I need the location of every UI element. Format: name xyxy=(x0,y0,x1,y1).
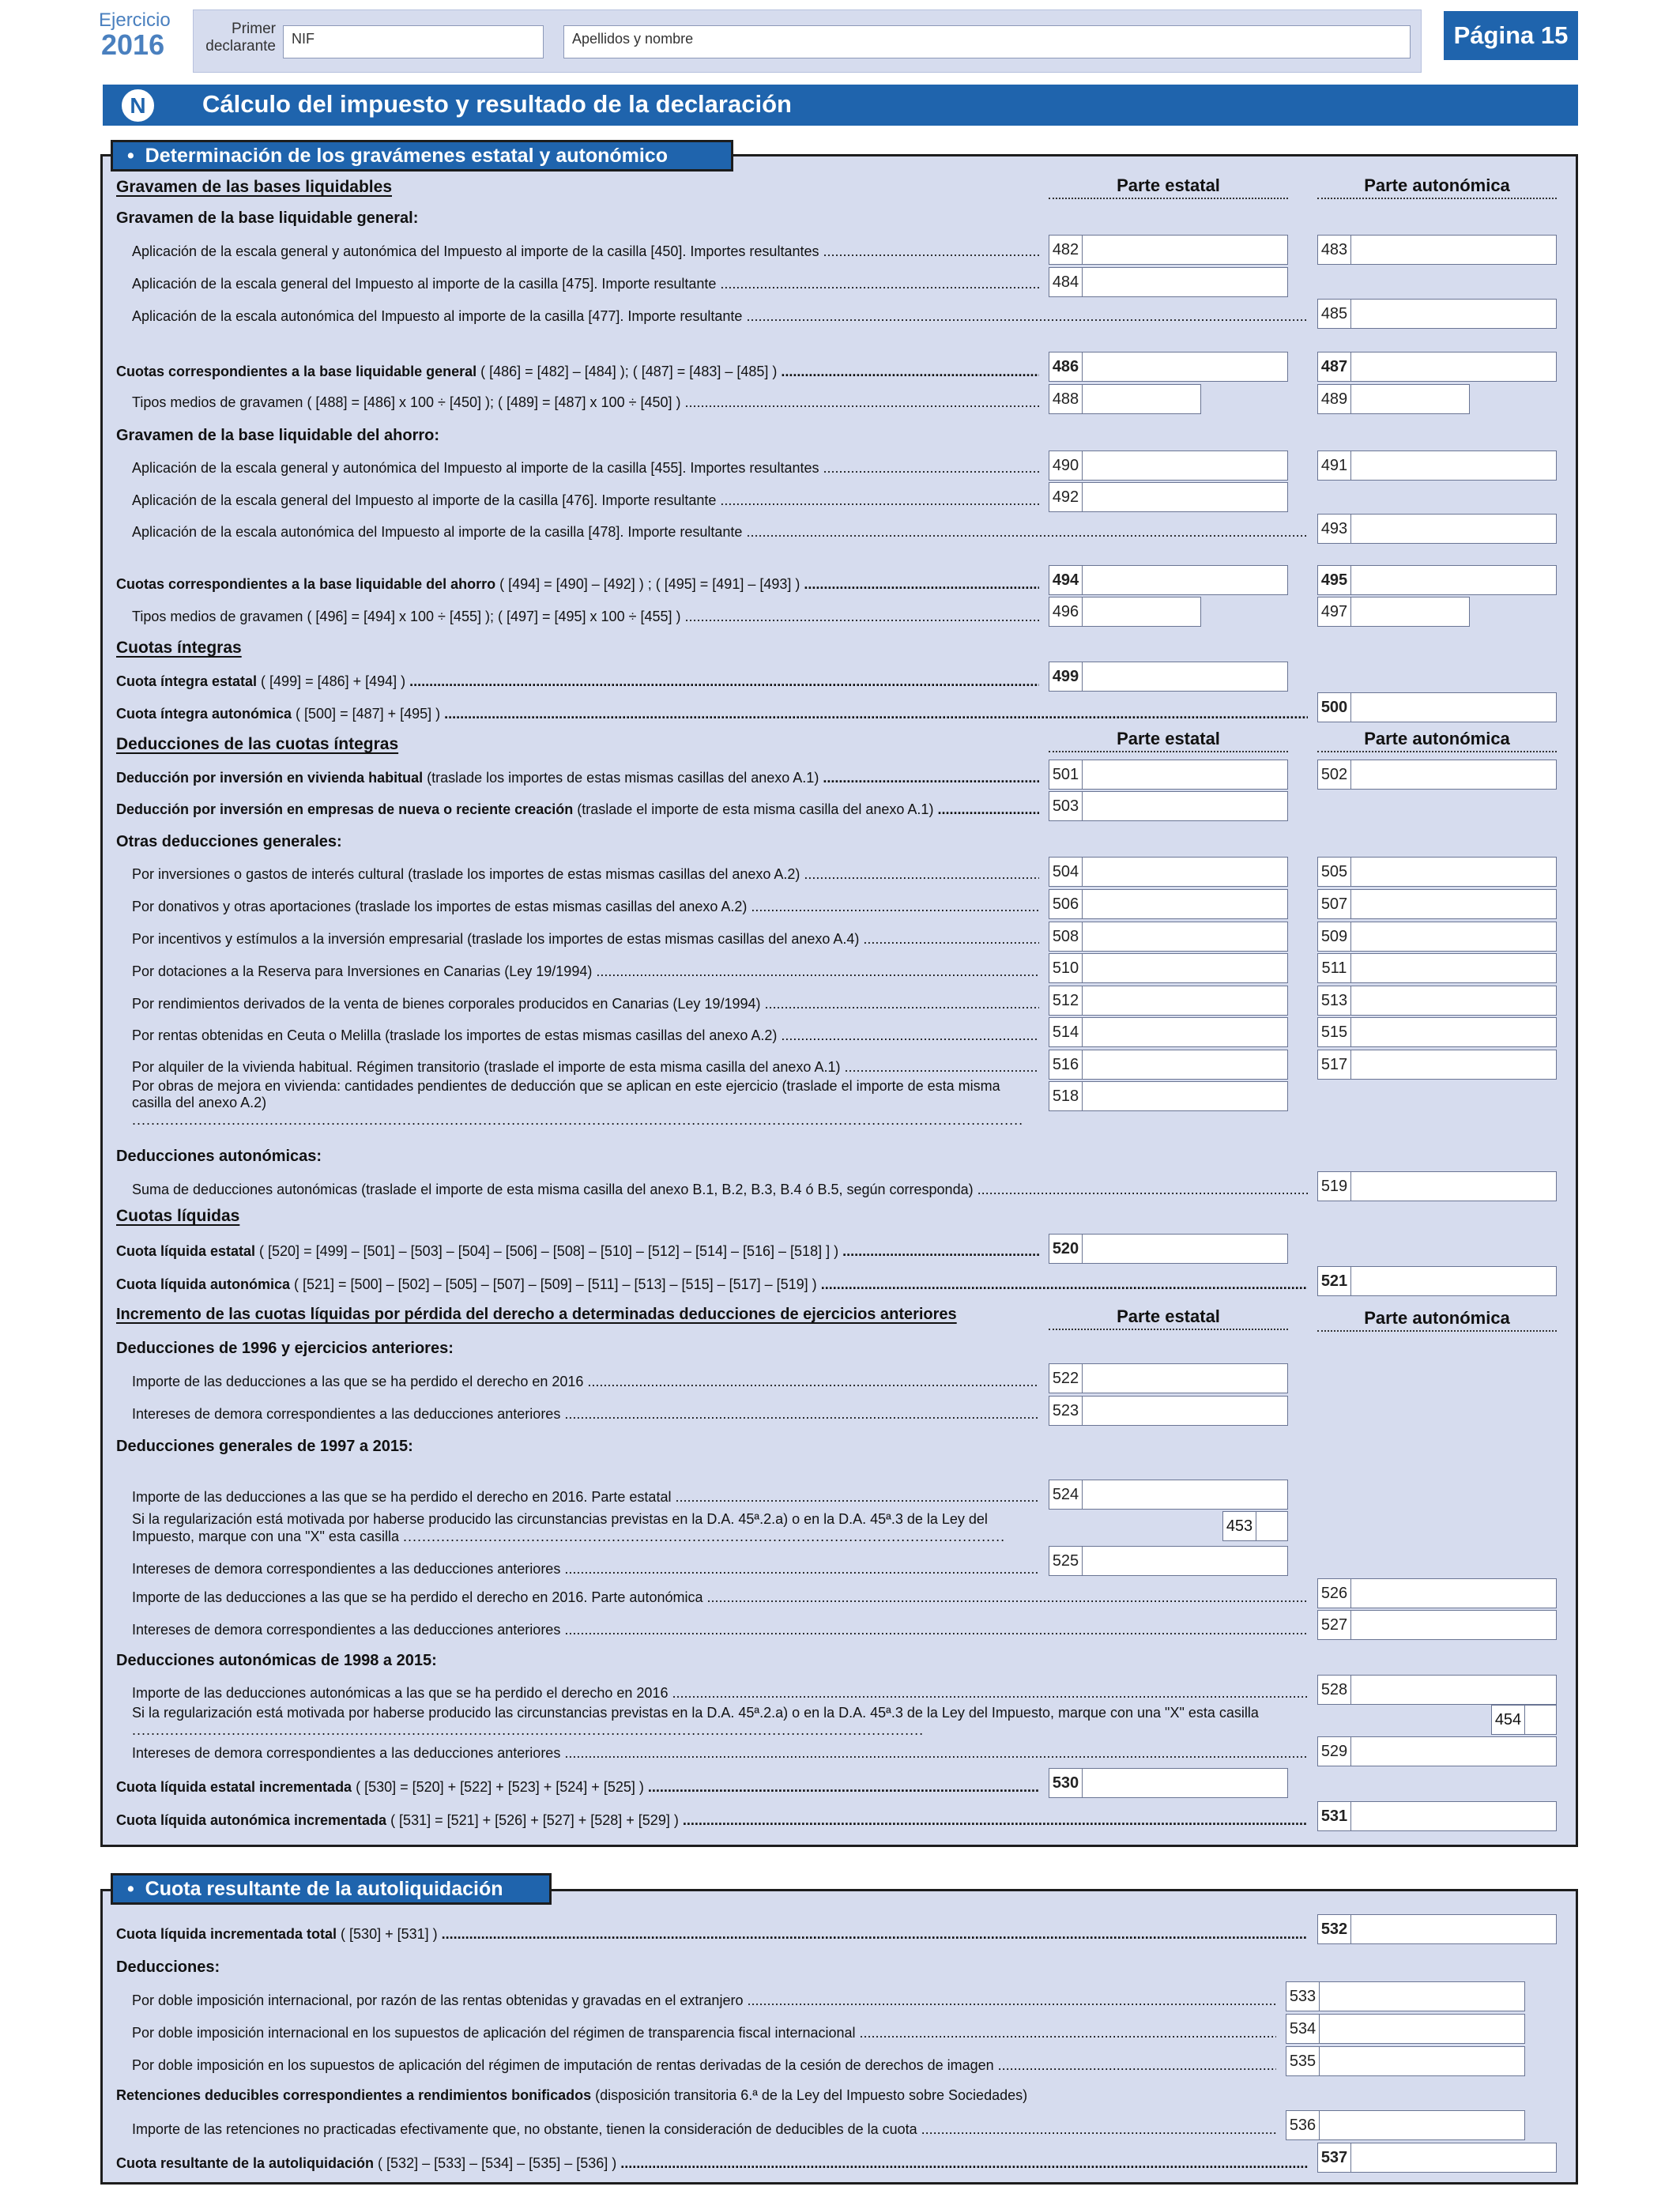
row-537 xyxy=(116,2154,1308,2172)
field-529[interactable] xyxy=(1317,1736,1557,1766)
field-516[interactable] xyxy=(1049,1050,1288,1080)
code-495: 495 xyxy=(1318,566,1351,594)
field-519[interactable] xyxy=(1317,1171,1557,1201)
code-517: 517 xyxy=(1318,1050,1351,1079)
row-494 xyxy=(116,575,1039,593)
col-head-autonomica: Parte autonómica xyxy=(1317,175,1557,199)
row-519: Suma de deducciones autonómicas (traslade el importe de esta misma casilla del anexo B.1, B.2, B.3, B.4 ó B.5, según corresponda) ..... xyxy=(132,1181,1308,1198)
col-head-autonomica-2: Parte autonómica xyxy=(1317,729,1557,752)
integras-title: Cuotas íntegras xyxy=(116,639,242,657)
row-453-leader: ............................................................................................................................... xyxy=(402,1529,1006,1544)
row-501-label: Deducción por inversión en vivienda habitual xyxy=(116,770,424,786)
code-529: 529 xyxy=(1318,1737,1351,1766)
row-530-label: Cuota líquida estatal incrementada xyxy=(116,1779,352,1795)
field-490[interactable] xyxy=(1049,450,1288,481)
name-label: Apellidos y nombre xyxy=(572,31,694,47)
code-532: 532 xyxy=(1318,1915,1351,1943)
code-518: 518 xyxy=(1049,1082,1083,1110)
field-520[interactable] xyxy=(1049,1234,1288,1264)
code-515: 515 xyxy=(1318,1018,1351,1046)
code-492: 492 xyxy=(1049,483,1083,511)
row-521 xyxy=(116,1276,1308,1293)
field-496[interactable] xyxy=(1049,597,1201,627)
field-517[interactable] xyxy=(1317,1050,1557,1080)
field-503[interactable] xyxy=(1049,791,1288,821)
row-520-label: Cuota líquida estatal xyxy=(116,1243,256,1259)
code-537: 537 xyxy=(1318,2143,1351,2172)
row-492: Aplicación de la escala general del Impuesto al importe de la casilla [476]. Importe resultante ..... xyxy=(132,492,1039,509)
field-537[interactable] xyxy=(1317,2143,1557,2173)
field-522[interactable] xyxy=(1049,1363,1288,1393)
field-509[interactable] xyxy=(1317,922,1557,952)
row-500-formula: ( [500] = [487] + [495] ) xyxy=(292,706,441,722)
row-529: Intereses de demora correspondientes a las deducciones anteriores ..... xyxy=(132,1744,1308,1762)
field-504[interactable] xyxy=(1049,857,1288,887)
autonomicas-title: Deducciones autonómicas: xyxy=(116,1148,322,1165)
code-512: 512 xyxy=(1049,986,1083,1015)
field-525[interactable] xyxy=(1049,1546,1288,1576)
row-486-label: Cuotas correspondientes a la base liquidable general xyxy=(116,364,477,379)
code-524: 524 xyxy=(1049,1480,1083,1509)
field-492[interactable] xyxy=(1049,482,1288,512)
code-500: 500 xyxy=(1318,693,1351,722)
row-531-label: Cuota líquida autonómica incrementada xyxy=(116,1812,387,1828)
retenciones-label: Retenciones deducibles correspondientes a rendimientos bonificados xyxy=(116,2087,592,2103)
code-503: 503 xyxy=(1049,792,1083,820)
row-490: Aplicación de la escala general y autonómica del Impuesto al importe de la casilla [455]. Importes resultantes ..... xyxy=(132,459,1039,477)
cuota-resultante-title-text: Cuota resultante de la autoliquidación xyxy=(145,1877,503,1900)
code-530: 530 xyxy=(1049,1769,1083,1797)
field-502[interactable] xyxy=(1317,760,1557,790)
code-506: 506 xyxy=(1049,890,1083,918)
code-536: 536 xyxy=(1286,2111,1320,2139)
bullet-icon: • xyxy=(127,144,145,167)
code-454: 454 xyxy=(1492,1706,1525,1734)
field-491[interactable] xyxy=(1317,450,1557,481)
row-506: Por donativos y otras aportaciones (traslade los importes de estas mismas casillas del anexo A.2) ..... xyxy=(132,898,1039,915)
code-531: 531 xyxy=(1318,1802,1351,1830)
row-530 xyxy=(116,1778,1039,1796)
col-head-estatal-3: Parte estatal xyxy=(1049,1306,1288,1330)
field-489[interactable] xyxy=(1317,384,1470,414)
code-485: 485 xyxy=(1318,300,1351,328)
row-526: Importe de las deducciones a las que se ha perdido el derecho en 2016. Parte autonómica ..... xyxy=(132,1589,1308,1606)
d1998-title: Deducciones autonómicas de 1998 a 2015: xyxy=(116,1652,437,1669)
checkbox-453[interactable] xyxy=(1222,1511,1288,1541)
code-513: 513 xyxy=(1318,986,1351,1015)
field-505[interactable] xyxy=(1317,857,1557,887)
row-494-formula: ( [494] = [490] – [492] ) ; ( [495] = [491] – [493] ) xyxy=(495,576,800,592)
code-520: 520 xyxy=(1049,1235,1083,1263)
code-523: 523 xyxy=(1049,1397,1083,1425)
code-493: 493 xyxy=(1318,515,1351,543)
code-499: 499 xyxy=(1049,662,1083,691)
row-520-formula: ( [520] = [499] – [501] – [503] – [504] – [506] – [508] – [510] – [512] – [514] – [516] – [518] ] ) xyxy=(255,1243,839,1259)
deducciones-2-title: Deducciones: xyxy=(116,1958,220,1976)
code-508: 508 xyxy=(1049,922,1083,951)
row-532-formula: ( [530] + [531] ) xyxy=(337,1926,438,1942)
row-508: Por incentivos y estímulos a la inversión empresarial (traslade los importes de estas mismas casillas del anexo A.4) ..... xyxy=(132,930,1039,948)
code-505: 505 xyxy=(1318,858,1351,886)
row-531-formula: ( [531] = [521] + [526] + [527] + [528] + [529] ) xyxy=(386,1812,679,1828)
code-489: 489 xyxy=(1318,385,1351,413)
field-532[interactable] xyxy=(1317,1914,1557,1944)
code-535: 535 xyxy=(1286,2047,1320,2075)
general-title: Gravamen de la base liquidable general: xyxy=(116,209,419,227)
code-490: 490 xyxy=(1049,451,1083,480)
field-512[interactable] xyxy=(1049,986,1288,1016)
field-534[interactable] xyxy=(1286,2014,1525,2044)
liquidas-title: Cuotas líquidas xyxy=(116,1207,240,1225)
ahorro-title: Gravamen de la base liquidable del ahorro: xyxy=(116,427,440,444)
row-453-label: Si la regularización está motivada por haberse producido las circunstancias previstas en la D.A. 45ª.2.a) o en la D.A. 45ª.3 de la Ley del Impuesto, marque con una "X" esta casilla xyxy=(132,1511,988,1544)
code-496: 496 xyxy=(1049,598,1083,626)
cuota-resultante-box-title xyxy=(111,1873,552,1905)
row-454-label: Si la regularización está motivada por haberse producido las circunstancias previstas en la D.A. 45ª.2.a) o en la D.A. 45ª.3 de la Ley del Impuesto, marque con una "X" esta casilla xyxy=(132,1705,1259,1721)
code-510: 510 xyxy=(1049,954,1083,982)
row-503-formula: (traslade el importe de esta misma casilla del anexo A.1) xyxy=(573,801,934,817)
row-535: Por doble imposición en los supuestos de aplicación del régimen de imputación de rentas derivadas de la cesión de derechos de imagen ..... xyxy=(132,2056,1276,2074)
row-501 xyxy=(116,769,1039,786)
row-518 xyxy=(132,1078,1041,1129)
code-453: 453 xyxy=(1223,1512,1256,1540)
ejercicio-label: Ejercicio xyxy=(99,9,171,31)
row-499-label: Cuota íntegra estatal xyxy=(116,673,258,689)
row-499-formula: ( [499] = [486] + [494] ) xyxy=(257,673,406,689)
row-520 xyxy=(116,1242,1039,1260)
field-500[interactable] xyxy=(1317,692,1557,722)
field-497[interactable] xyxy=(1317,597,1470,627)
checkbox-454[interactable] xyxy=(1491,1705,1557,1735)
field-487[interactable] xyxy=(1317,352,1557,382)
field-528[interactable] xyxy=(1317,1675,1557,1705)
field-486[interactable] xyxy=(1049,352,1288,382)
code-534: 534 xyxy=(1286,2015,1320,2043)
code-516: 516 xyxy=(1049,1050,1083,1079)
row-527: Intereses de demora correspondientes a las deducciones anteriores ..... xyxy=(132,1621,1308,1638)
row-525: Intereses de demora correspondientes a las deducciones anteriores ..... xyxy=(132,1560,1039,1578)
field-508[interactable] xyxy=(1049,922,1288,952)
code-491: 491 xyxy=(1318,451,1351,480)
field-523[interactable] xyxy=(1049,1396,1288,1426)
field-501[interactable] xyxy=(1049,760,1288,790)
ejercicio-year: 2016 xyxy=(101,28,165,61)
retenciones-note: (disposición transitoria 6.ª de la Ley del Impuesto sobre Sociedades) xyxy=(591,2087,1028,2103)
otras-title: Otras deducciones generales: xyxy=(116,833,342,850)
row-537-formula: ( [532] – [533] – [534] – [535] – [536] ) xyxy=(374,2155,617,2171)
row-528: Importe de las deducciones autonómicas a las que se ha perdido el derecho en 2016 ..... xyxy=(132,1684,1308,1702)
code-528: 528 xyxy=(1318,1676,1351,1704)
row-532-label: Cuota líquida incrementada total xyxy=(116,1926,337,1942)
nif-field[interactable] xyxy=(283,25,544,58)
row-531 xyxy=(116,1811,1308,1829)
field-484[interactable] xyxy=(1049,267,1288,297)
row-499 xyxy=(116,673,1039,690)
row-454-leader: ....................................................................................................................................................................... xyxy=(132,1722,925,1738)
code-483: 483 xyxy=(1318,236,1351,264)
code-487: 487 xyxy=(1318,352,1351,381)
row-504: Por inversiones o gastos de interés cultural (traslade los importes de estas mismas casillas del anexo A.2) ..... xyxy=(132,865,1039,883)
d1996-title: Deducciones de 1996 y ejercicios anteriores: xyxy=(116,1340,454,1357)
row-512: Por rendimientos derivados de la venta de bienes corporales producidos en Canarias (Ley 19/1994) ..... xyxy=(132,995,1039,1012)
col-head-estatal-2: Parte estatal xyxy=(1049,729,1288,752)
field-483[interactable] xyxy=(1317,235,1557,265)
incremento-title: Incremento de las cuotas líquidas por pérdida del derecho a determinadas deducciones de ejercicios anteriores xyxy=(116,1306,957,1323)
code-522: 522 xyxy=(1049,1364,1083,1393)
code-482: 482 xyxy=(1049,236,1083,264)
row-500-label: Cuota íntegra autonómica xyxy=(116,706,292,722)
row-501-formula: (traslade los importes de estas mismas casillas del anexo A.1) xyxy=(423,770,819,786)
field-495[interactable] xyxy=(1317,565,1557,595)
row-536: Importe de las retenciones no practicadas efectivamente que, no obstante, tienen la consideración de deducibles de la cuota ..... xyxy=(132,2120,1276,2138)
field-526[interactable] xyxy=(1317,1578,1557,1608)
row-454 xyxy=(132,1705,1309,1739)
row-532 xyxy=(116,1925,1308,1943)
field-507[interactable] xyxy=(1317,889,1557,919)
bullet-icon-2: • xyxy=(127,1877,145,1900)
row-522: Importe de las deducciones a las que se ha perdido el derecho en 2016 ..... xyxy=(132,1373,1039,1390)
code-511: 511 xyxy=(1318,954,1351,982)
field-530[interactable] xyxy=(1049,1768,1288,1798)
code-494: 494 xyxy=(1049,566,1083,594)
code-497: 497 xyxy=(1318,598,1351,626)
code-533: 533 xyxy=(1286,1982,1320,2011)
code-509: 509 xyxy=(1318,922,1351,951)
row-514: Por rentas obtenidas en Ceuta o Melilla (traslade los importes de estas mismas casillas del anexo A.2) ..... xyxy=(132,1027,1039,1044)
row-523: Intereses de demora correspondientes a las deducciones anteriores ..... xyxy=(132,1405,1039,1423)
primer-declarante-label: Primer declarante xyxy=(205,21,276,55)
code-514: 514 xyxy=(1049,1018,1083,1046)
retenciones-title xyxy=(116,2087,1027,2104)
field-536[interactable] xyxy=(1286,2110,1525,2140)
field-482[interactable] xyxy=(1049,235,1288,265)
name-field[interactable] xyxy=(563,25,1411,58)
row-486 xyxy=(116,363,1039,380)
gravamen-bases-title: Gravamen de las bases liquidables xyxy=(116,178,392,196)
row-486-formula: ( [486] = [482] – [484] ); ( [487] = [483] – [485] ) xyxy=(477,364,778,379)
code-526: 526 xyxy=(1318,1579,1351,1608)
field-499[interactable] xyxy=(1049,662,1288,692)
field-511[interactable] xyxy=(1317,953,1557,983)
field-494[interactable] xyxy=(1049,565,1288,595)
code-484: 484 xyxy=(1049,268,1083,296)
row-485: Aplicación de la escala autonómica del Impuesto al importe de la casilla [477]. Importe resultante ..... xyxy=(132,307,1308,325)
row-510: Por dotaciones a la Reserva para Inversiones en Canarias (Ley 19/1994) ..... xyxy=(132,963,1039,980)
code-488: 488 xyxy=(1049,385,1083,413)
row-453 xyxy=(132,1511,1041,1545)
deducciones-title: Deducciones de las cuotas íntegras xyxy=(116,735,399,753)
field-488[interactable] xyxy=(1049,384,1201,414)
field-485[interactable] xyxy=(1317,299,1557,329)
row-518-label: Por obras de mejora en vivienda: cantidades pendientes de deducción que se aplican en este ejercicio (traslade el importe de esta misma casilla del anexo A.2) xyxy=(132,1078,1000,1110)
field-513[interactable] xyxy=(1317,986,1557,1016)
field-510[interactable] xyxy=(1049,953,1288,983)
row-488: Tipos medios de gravamen ( [488] = [486] x 100 ÷ [450] ); ( [489] = [487] x 100 ÷ [450] ) ..... xyxy=(132,394,1039,411)
row-500 xyxy=(116,705,1308,722)
row-524: Importe de las deducciones a las que se ha perdido el derecho en 2016. Parte estatal ..... xyxy=(132,1488,1039,1506)
row-494-label: Cuotas correspondientes a la base liquidable del ahorro xyxy=(116,576,496,592)
code-527: 527 xyxy=(1318,1611,1351,1639)
field-515[interactable] xyxy=(1317,1017,1557,1047)
field-531[interactable] xyxy=(1317,1801,1557,1831)
code-525: 525 xyxy=(1049,1547,1083,1575)
row-484: Aplicación de la escala general del Impuesto al importe de la casilla [475]. Importe resultante ..... xyxy=(132,275,1039,292)
row-496: Tipos medios de gravamen ( [496] = [494] x 100 ÷ [455] ); ( [497] = [495] x 100 ÷ [455] ) ..... xyxy=(132,608,1039,625)
field-514[interactable] xyxy=(1049,1017,1288,1047)
row-493: Aplicación de la escala autonómica del Impuesto al importe de la casilla [478]. Importe resultante ..... xyxy=(132,523,1308,541)
field-533[interactable] xyxy=(1286,1981,1525,2011)
col-head-estatal: Parte estatal xyxy=(1049,175,1288,199)
col-head-autonomica-3: Parte autonómica xyxy=(1317,1308,1557,1332)
row-537-label: Cuota resultante de la autoliquidación xyxy=(116,2155,375,2171)
row-533: Por doble imposición internacional, por razón de las rentas obtenidas y gravadas en el extranjero ..... xyxy=(132,1992,1276,2009)
row-503 xyxy=(116,801,1039,818)
page-number: Página 15 xyxy=(1444,11,1578,60)
code-521: 521 xyxy=(1318,1267,1351,1295)
nif-label: NIF xyxy=(292,31,315,47)
field-518[interactable] xyxy=(1049,1081,1288,1111)
gravamenes-box-title xyxy=(111,140,733,172)
code-486: 486 xyxy=(1049,352,1083,381)
d1997-title: Deducciones generales de 1997 a 2015: xyxy=(116,1438,413,1455)
field-524[interactable] xyxy=(1049,1480,1288,1510)
field-521[interactable] xyxy=(1317,1266,1557,1296)
gravamenes-title-text: Determinación de los gravámenes estatal y autonómico xyxy=(145,144,668,167)
code-502: 502 xyxy=(1318,760,1351,789)
section-letter: N xyxy=(119,87,156,124)
code-501: 501 xyxy=(1049,760,1083,789)
code-519: 519 xyxy=(1318,1172,1351,1201)
code-507: 507 xyxy=(1318,890,1351,918)
row-530-formula: ( [530] = [520] + [522] + [523] + [524] + [525] ) xyxy=(352,1779,644,1795)
row-503-label: Deducción por inversión en empresas de nueva o reciente creación xyxy=(116,801,574,817)
row-521-formula: ( [521] = [500] – [502] – [505] – [507] – [509] – [511] – [513] – [515] – [517] – [519] ) xyxy=(290,1276,817,1292)
row-516: Por alquiler de la vivienda habitual. Régimen transitorio (traslade el importe de esta misma casilla del anexo A.1) ..... xyxy=(132,1058,1039,1076)
field-506[interactable] xyxy=(1049,889,1288,919)
code-504: 504 xyxy=(1049,858,1083,886)
row-534: Por doble imposición internacional en los supuestos de aplicación del régimen de transparencia fiscal internacional ..... xyxy=(132,2024,1276,2041)
row-521-label: Cuota líquida autonómica xyxy=(116,1276,291,1292)
row-518-leader: ............................................................................................................................................................................................ xyxy=(132,1112,1024,1128)
field-527[interactable] xyxy=(1317,1610,1557,1640)
row-482: Aplicación de la escala general y autonómica del Impuesto al importe de la casilla [450]. Importes resultantes ..... xyxy=(132,243,1039,260)
section-title: Cálculo del impuesto y resultado de la declaración xyxy=(202,90,792,118)
field-535[interactable] xyxy=(1286,2046,1525,2076)
field-493[interactable] xyxy=(1317,514,1557,544)
